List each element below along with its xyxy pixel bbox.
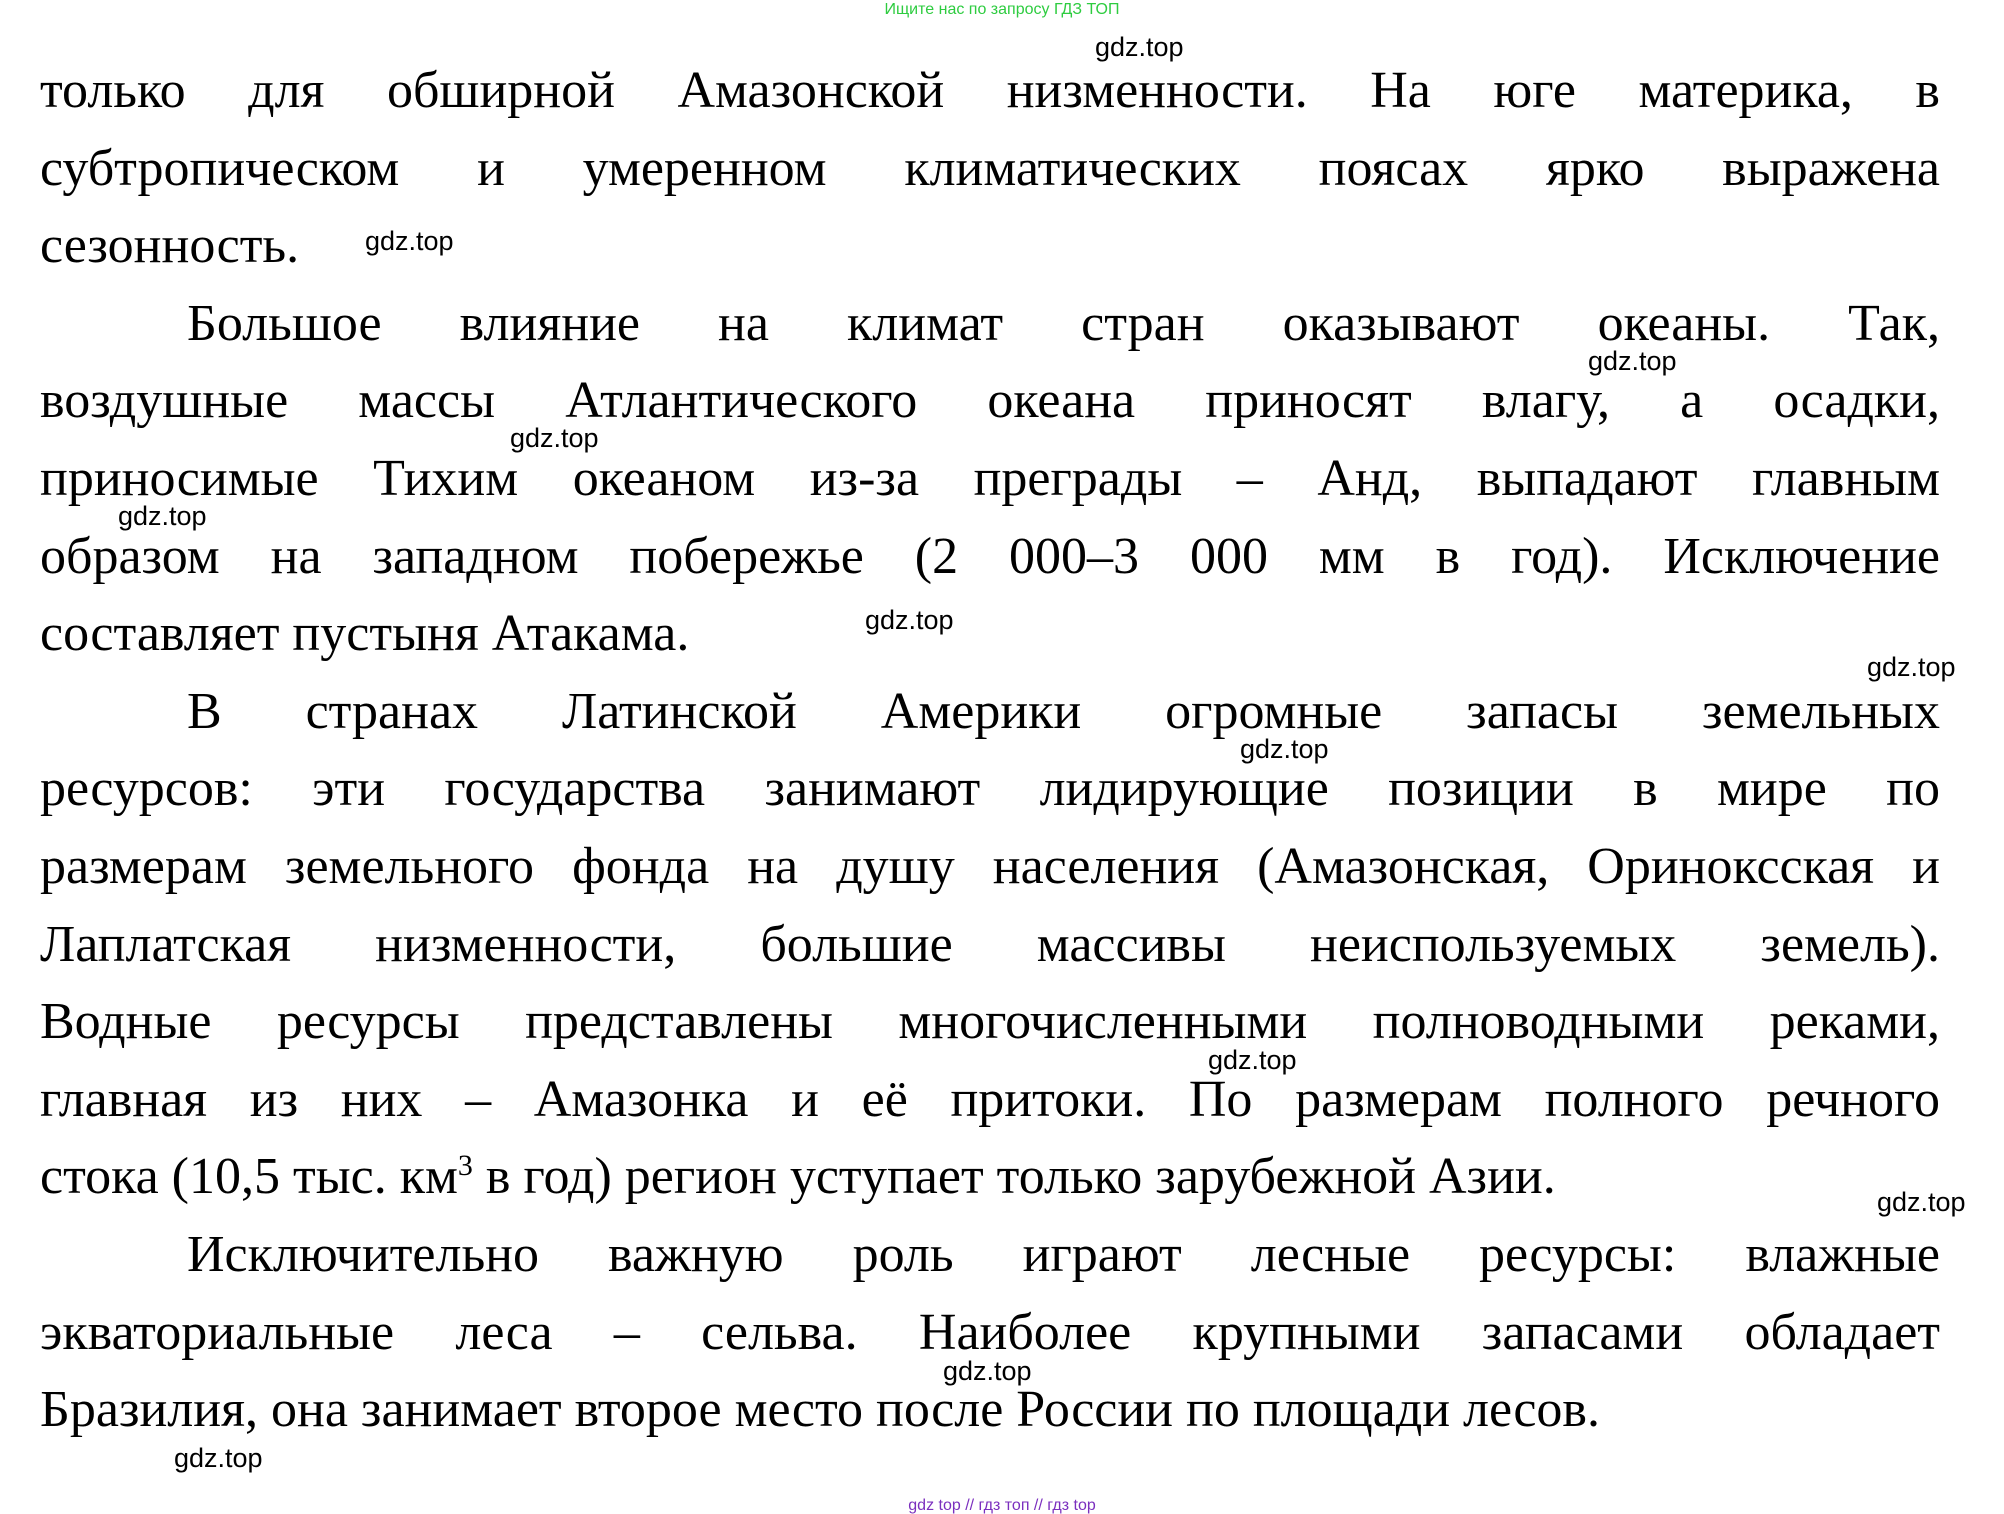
watermark: gdz.top [943, 1356, 1032, 1386]
text-line: ресурсов: эти государства занимают лидирующие позиции в мире по [40, 760, 1940, 818]
watermark: gdz.top [365, 226, 454, 256]
superscript: 3 [457, 1149, 473, 1183]
text-line: экваториальные леса – сельва. Наиболее крупными запасами обладает [40, 1303, 1940, 1361]
text-line: Бразилия, она занимает второе место после России по площади лесов. [40, 1381, 1600, 1439]
watermark: gdz.top [1867, 652, 1956, 682]
text-line [40, 1138, 1940, 1216]
text-line: приносимые Тихим океаном из-за преграды – Анд, выпадают главным [40, 449, 1940, 507]
footer-links[interactable]: gdz top // гдз топ // гдз top [908, 1497, 1096, 1514]
text-line: В странах Латинской Америки огромные запасы земельных [187, 682, 1940, 740]
text-line: субтропическом и умеренном климатических поясах ярко выражена [40, 139, 1940, 197]
watermark: gdz.top [1208, 1045, 1297, 1075]
text-line: Лаплатская низменности, большие массивы неиспользуемых земель). [40, 915, 1940, 973]
text-line: воздушные массы Атлантического океана приносят влагу, а осадки, [40, 372, 1940, 430]
watermark: gdz.top [1240, 734, 1329, 764]
watermark: gdz.top [865, 605, 954, 635]
text-line: образом на западном побережье (2 000–3 000 мм в год). Исключение [40, 527, 1940, 585]
text-line: сезонность. [40, 217, 300, 275]
document-body [40, 52, 1940, 1449]
text-line: главная из них – Амазонка и её притоки. По размерам полного речного [40, 1070, 1940, 1128]
watermark: gdz.top [118, 501, 207, 531]
text-line: Большое влияние на климат стран оказывают океаны. Так, [187, 294, 1940, 352]
watermark: gdz.top [510, 423, 599, 453]
watermark: gdz.top [1877, 1187, 1966, 1217]
text-line: только для обширной Амазонской низменности. На юге материка, в [40, 62, 1940, 119]
watermark: gdz.top [1095, 32, 1184, 62]
text-line: составляет пустыня Атакама. [40, 605, 690, 663]
text-line: Исключительно важную роль играют лесные ресурсы: влажные [187, 1225, 1940, 1283]
text-fragment: в год) регион уступает только зарубежной Азии. [472, 1148, 1556, 1206]
top-banner[interactable]: Ищите нас по запросу ГДЗ ТОП [884, 1, 1120, 18]
text-line: размерам земельного фонда на душу населения (Амазонская, Ориноксская и [40, 837, 1940, 895]
watermark: gdz.top [1588, 346, 1677, 376]
watermark: gdz.top [174, 1443, 263, 1473]
text-line: Водные ресурсы представлены многочисленными полноводными реками, [40, 993, 1940, 1051]
text-fragment: стока (10,5 тыс. км [40, 1148, 458, 1206]
